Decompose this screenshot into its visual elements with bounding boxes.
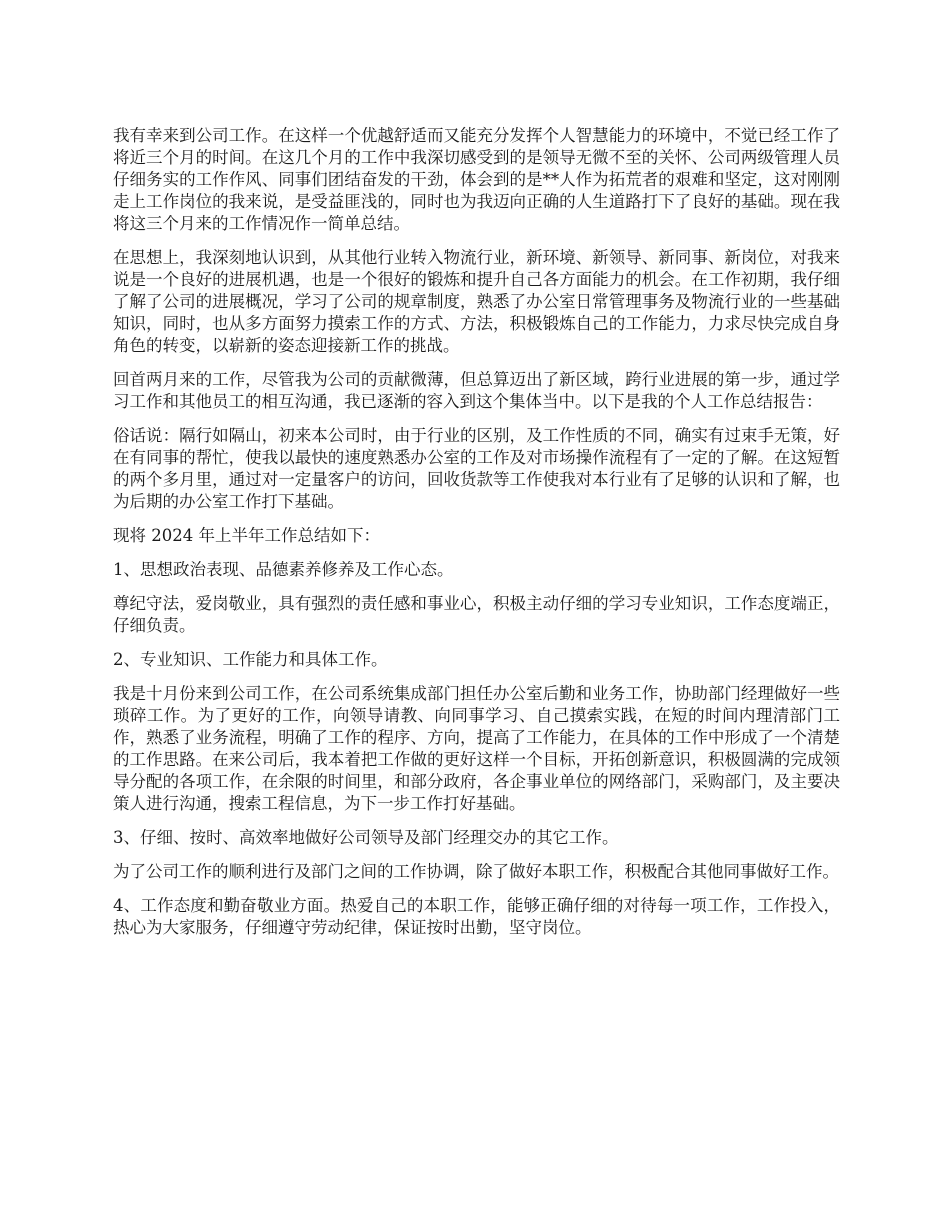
paragraph-section-2: 我是十月份来到公司工作，在公司系统集成部门担任办公室后勤和业务工作，协助部门经理做好一些琐碎工作。为了更好的工作，向领导请教、向同事学习、自己摸索实践，在短的时间内理清部门工作，熟悉了业务流程，明确了工作的程序、方向，提高了工作能力，在具体的工作中形成了一个清楚的工作思路。在来公司后，我本着把工作做的更好这样一个目标，开拓创新意识，积极圆满的完成领导分配的各项工作，在余限的时间里，和部分政府，各企事业单位的网络部门，采购部门，及主要决策人进行沟通，搜索工程信息，为下一步工作打好基础。 xyxy=(113,684,840,813)
paragraph-review: 回首两月来的工作，尽管我为公司的贡献微薄，但总算迈出了新区域，跨行业进展的第一步，通过学习工作和其他员工的相互沟通，我已逐渐的容入到这个集体当中。以下是我的个人工作总结报告： xyxy=(113,370,840,411)
section-heading-3: 3、仔细、按时、高效率地做好公司领导及部门经理交办的其它工作。 xyxy=(113,828,619,847)
paragraph-section-3: 为了公司工作的顺利进行及部门之间的工作协调，除了做好本职工作，积极配合其他同事做好工作。 xyxy=(113,862,839,881)
paragraph-intro: 我有幸来到公司工作。在这样一个优越舒适而又能充分发挥个人智慧能力的环境中，不觉已经工作了将近三个月的时间。在这几个月的工作中我深切感受到的是领导无微不至的关怀、公司两级管理人员仔细务实的工作作风、同事们团结奋发的干劲，体会到的是**人作为拓荒者的艰难和坚定，这对刚刚走上工作岗位的我来说，是受益匪浅的，同时也为我迈向正确的人生道路打下了良好的基础。现在我将这三个月来的工作情况作一简单总结。 xyxy=(113,126,840,233)
paragraph-proverb: 俗话说：隔行如隔山，初来本公司时，由于行业的区别，及工作性质的不同，确实有过束手无策，好在有同事的帮忙，使我以最快的速度熟悉办公室的工作及对市场操作流程有了一定的了解。在这短暂的两个多月里，通过对一定量客户的访问，回收货款等工作使我对本行业有了足够的认识和了解，也为后期的办公室工作打下基础。 xyxy=(113,426,840,511)
paragraph-summary-lead: 现将 2024 年上半年工作总结如下： xyxy=(113,526,380,545)
paragraph-thought: 在思想上，我深刻地认识到，从其他行业转入物流行业，新环境、新领导、新同事、新岗位，对我来说是一个良好的进展机遇，也是一个很好的锻炼和提升自己各方面能力的机会。在工作初期，我仔细了解了公司的进展概况，学习了公司的规章制度，熟悉了办公室日常管理事务及物流行业的一些基础知识，同时，也从多方面努力摸索工作的方式、方法，积极锻炼自己的工作能力，力求尽快完成自身角色的转变，以崭新的姿态迎接新工作的挑战。 xyxy=(113,248,840,355)
paragraph-section-1: 尊纪守法，爱岗敬业，具有强烈的责任感和事业心，积极主动仔细的学习专业知识，工作态度端正，仔细负责。 xyxy=(113,594,840,635)
section-heading-1: 1、思想政治表现、品德素养修养及工作心态。 xyxy=(113,560,454,579)
document-body xyxy=(113,125,840,951)
section-heading-2: 2、专业知识、工作能力和具体工作。 xyxy=(113,650,388,669)
section-heading-4: 4、工作态度和勤奋敬业方面。热爱自己的本职工作，能够正确仔细的对待每一项工作，工作投入，热心为大家服务，仔细遵守劳动纪律，保证按时出勤，坚守岗位。 xyxy=(113,896,840,937)
